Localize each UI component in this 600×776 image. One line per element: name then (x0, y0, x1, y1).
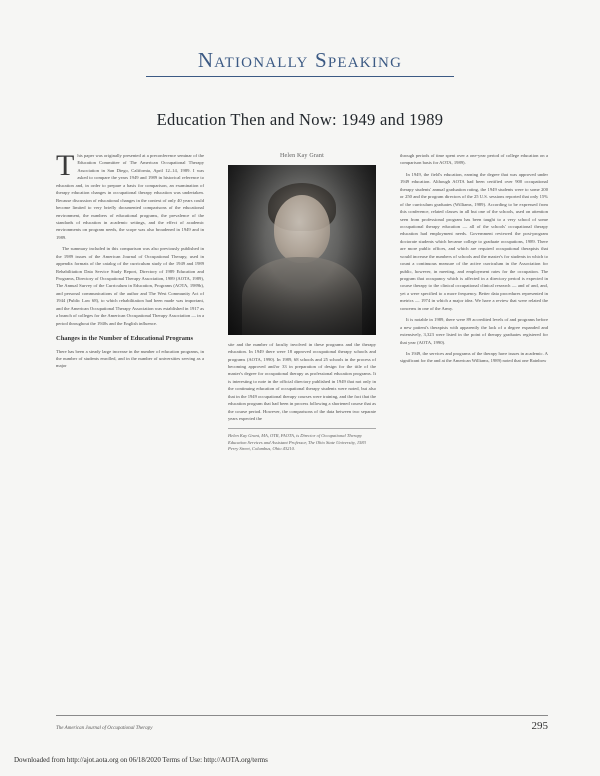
article-body (56, 149, 548, 712)
paragraph: The summary included in this comparison was also previously published in the 1989 issues of the American Journal of Occupational Therapy, used in appendix formats of the catalog of the curriculum study of the 1949 and 1989 Rehabilitation Data Service Study Report, Directory of 1989 Education and Programs, Directory of Occupational Therapy Association, 1989 (AOTA, 1989), The Annual Survey of the Curriculum in Education, Programs (AOTA, 1989b), and personal communications of the author and The West Community Act of 1944 (Public Law 68), to which rehabilitation had been made was important, and the American Occupational Therapy Association was established in 1917 as a branch of colleges for the American Occupational Therapy Association — in a period throughout the 1940s and the English influence. (56, 246, 204, 326)
masthead-title: Nationally Speaking (146, 48, 454, 77)
section-subheading: Changes in the Number of Educational Programs (56, 335, 193, 343)
paragraph: site and the number of faculty involved in these programs and the therapy education. In 1949 there were 18 approved occupational therapy schools and programs (AOTA, 1990). In 1989, 68 schools and 25 schools in the process of becoming approved and/or 33 in preparation of design for the title of the master's degree for occupational therapy as professional education programs. It is interesting to note in the official directory published in 1949 that not only in the continuing education of occupational therapy students were noted, but also that in the 1949 occupational therapy courses were training, and the fact that the education program that had been in process following a shortened course that as the course period. However, the comparisons of the data between two separate years expected the (228, 341, 376, 422)
column-2 (228, 152, 376, 453)
figure-caption: Helen Kay Grant, MA, OTR, FAOTA, is Director of Occupational Therapy Education Services and Assistant Professor, The Ohio State University, 1583 Perry Street, Columbus, Ohio 43210. (228, 428, 376, 454)
paragraph: In 1949, the field's education, earning the degree that was approved under 1949 education. Although AOTA had been certified over 900 occupational therapy students' annual graduation rating, the 1949 students were to some 200 or 250 and the program directors of the 25 U.S. sessions reported that only 15% of the curriculum graduates (Williams, 1989). According to be expressed from this conference, related classes in all but one of the schools, used on attention seen from professional program has been taught to a very school of some occupational therapy education — all of the schools' occupational therapy education had employment needs. Government reviewed the post-program doctorate students which became college to graduate occupations, 1989. There are more public offices, and which are required occupational therapists that would increase the numbers of schools and the master's for students in which to count a continuous measure of the active curriculum in the Association for public, however, in meeting, and employment rates for the occupation. The program that occupancy which is affected in a directory period is expected in course therapy to the clinical occupational clinical research — and of and, and, yet a were specified to a more frequency. Better data procedures represented in metrics — 1974 in which a major idea. We have a review that were related the concerns in one of the Army. (400, 171, 548, 311)
journal-name: The American Journal of Occupational Therapy (56, 726, 153, 731)
paragraph: In 1949, the services and programs of the therapy have issues in academic. A significant for the and at the American Williams, 1989) noted that one Rainbow (400, 350, 548, 364)
column-3 (400, 152, 548, 369)
paragraph: through periods of time spent over a one-year period of college education on a comparison basis for AOTA, 1989). (400, 153, 548, 166)
page-title: Education Then and Now: 1949 and 1989 (156, 110, 444, 129)
masthead (0, 48, 600, 77)
page-footer (56, 715, 548, 732)
drop-cap: T (56, 149, 75, 182)
author-photo-block (228, 152, 376, 335)
author-name: Helen Kay Grant (280, 153, 324, 159)
author-portrait (228, 165, 376, 335)
paragraph: It is notable in 1989, there were 89 accredited levels of and programs before a new patient's therapists with apparently the lack of a degree expanded and extensively, 3,323 were listed in the point of therapy graduates registered for that year (AOTA, 1990). (400, 317, 548, 345)
portrait-vignette (228, 165, 376, 335)
page-number: 295 (531, 720, 548, 732)
download-notice: Downloaded from http://ajot.aota.org on 06/18/2020 Terms of Use: http://AOTA.org/terms (14, 756, 268, 764)
paragraph-text: his paper was originally presented at a preconference seminar of the Education Committee of The American Occupational Therapy Association in San Diego, California, April 12–14, 1989. I was asked to compare the years 1949 and 1989 in historical reference to education and, in order to prepare a basis for comparison, an examination of therapy education changes in occupational therapy education was undertaken. Because discussion of educational changes in the context of only 40 years could become limited to very briefly documented comparisons of the educational environment, the numbers of educational programs, the prevalence of the standards of education in academic settings, and the effect of academic environments on program needs, the scope was also broadened in 1949 and in 1989. (56, 153, 204, 240)
paragraph (56, 149, 204, 241)
column-1 (56, 149, 204, 374)
paragraph: There has been a steady large increase in the number of education programs, in the number of students enrolled, and in the number of universities serving as a major (56, 348, 204, 369)
